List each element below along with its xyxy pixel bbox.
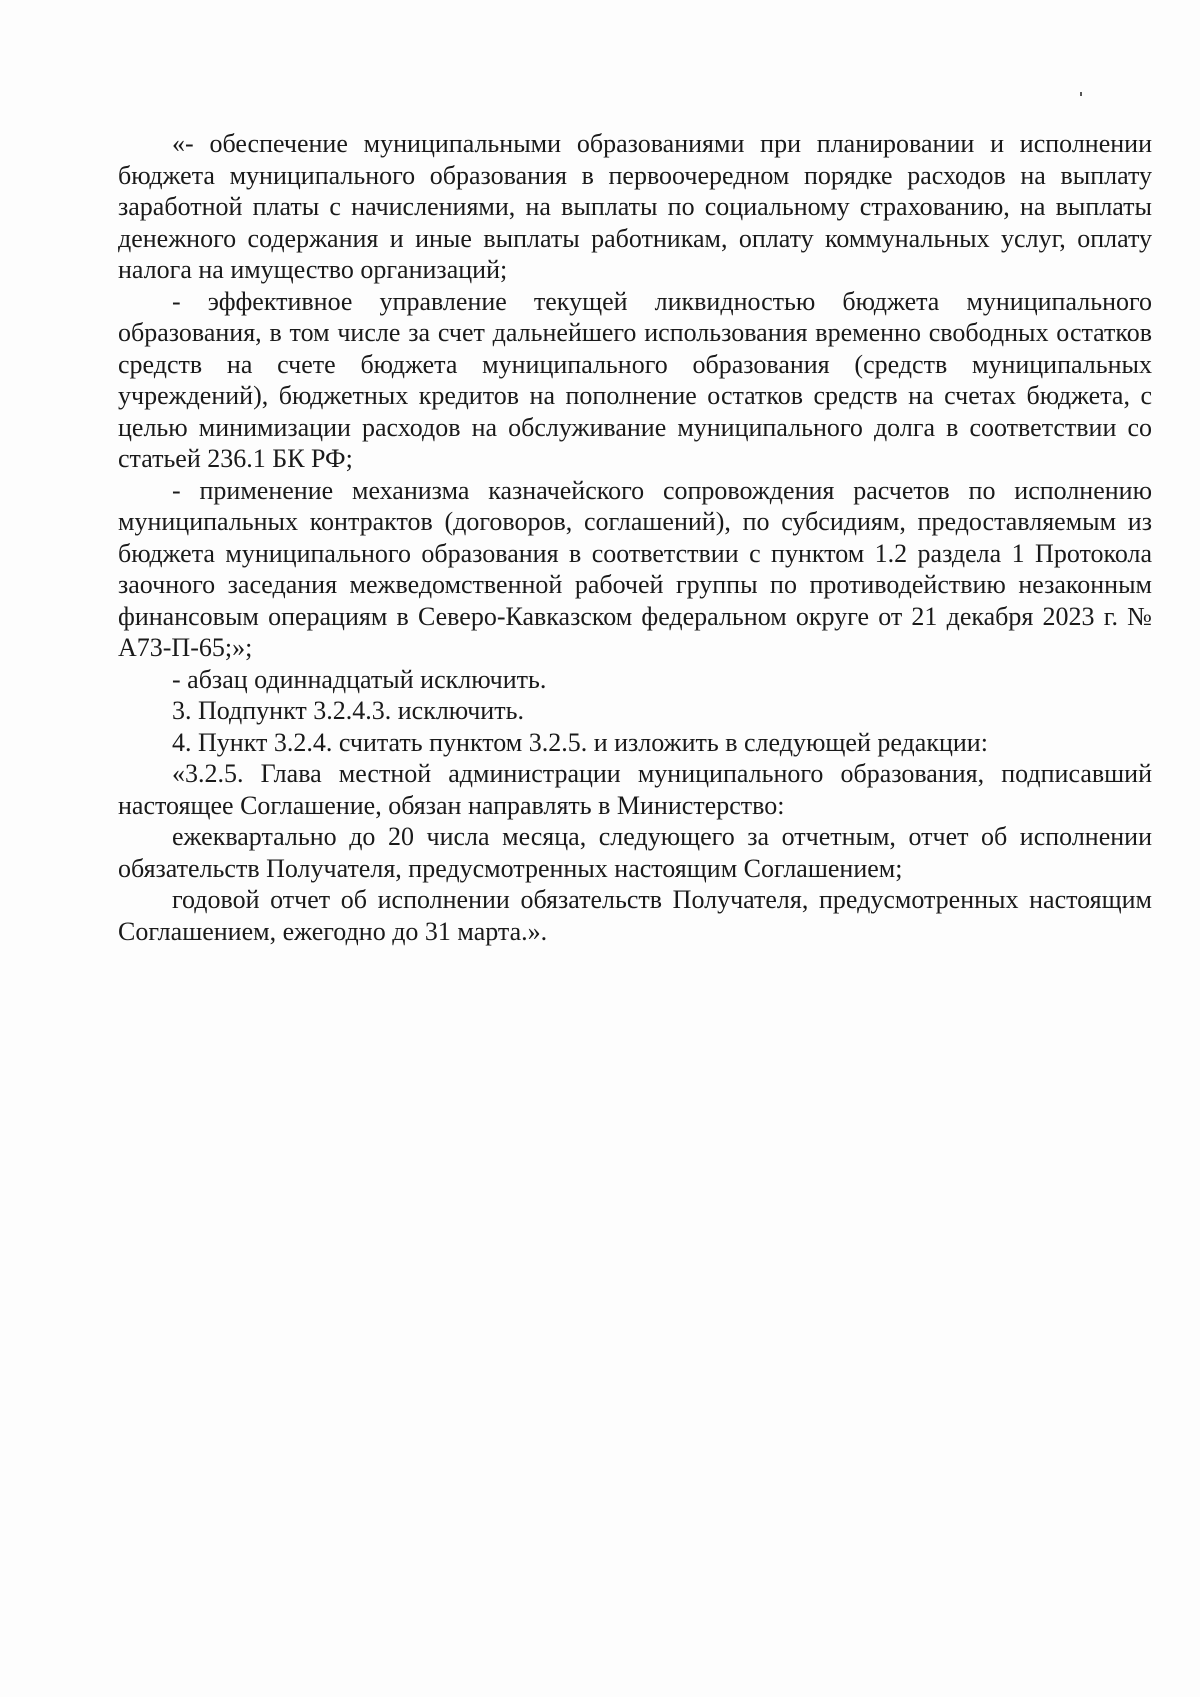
document-body: [118, 128, 1152, 947]
paragraph-treasury-support: - применение механизма казначейского сопровождения расчетов по исполнению муниципальных контрактов (договоров, соглашений), по субсидиям, предоставляемым из бюджета муниципального образования в соответствии с пунктом 1.2 раздела 1 Протокола заочного заседания межведомственной рабочей группы по противодействию незаконным финансовым операциям в Северо-Кавказском федеральном округе от 21 декабря 2023 г. № А73-П-65;»;: [118, 475, 1152, 662]
paragraph-clause-3-2-4: 4. Пункт 3.2.4. считать пунктом 3.2.5. и изложить в следующей редакции:: [172, 727, 988, 757]
paragraph-liquidity-management: - эффективное управление текущей ликвидностью бюджета муниципального образования, в том числе за счет дальнейшего использования временно свободных остатков средств на счете бюджета муниципального образования (средств муниципальных учреждений), бюджетных кредитов на пополнение остатков средств на счетах бюджета, с целью минимизации расходов на обслуживание муниципального долга в соответствии со статьей 236.1 БК РФ;: [118, 286, 1152, 473]
paragraph-priority-expenses: «- обеспечение муниципальными образованиями при планировании и исполнении бюджета муниципального образования в первоочередном порядке расходов на выплату заработной платы с начислениями, на выплаты по социальному страхованию, на выплаты денежного содержания и иные выплаты работникам, оплату коммунальных услуг, оплату налога на имущество организаций;: [118, 129, 1152, 284]
paragraph-quarterly-report: ежеквартально до 20 числа месяца, следующего за отчетным, отчет об исполнении обязательств Получателя, предусмотренных настоящим Соглашением;: [118, 822, 1152, 883]
paragraph-clause-3-2-5: «3.2.5. Глава местной администрации муниципального образования, подписавший настоящее Соглашение, обязан направлять в Министерство:: [118, 759, 1152, 820]
paragraph-annual-report: годовой отчет об исполнении обязательств Получателя, предусмотренных настоящим Соглашением, ежегодно до 31 марта.».: [118, 885, 1152, 946]
scan-speck: [1080, 92, 1082, 96]
paragraph-exclude-eleventh: - абзац одиннадцатый исключить.: [172, 664, 547, 694]
paragraph-subclause-3-2-4-3: 3. Подпункт 3.2.4.3. исключить.: [172, 696, 524, 725]
